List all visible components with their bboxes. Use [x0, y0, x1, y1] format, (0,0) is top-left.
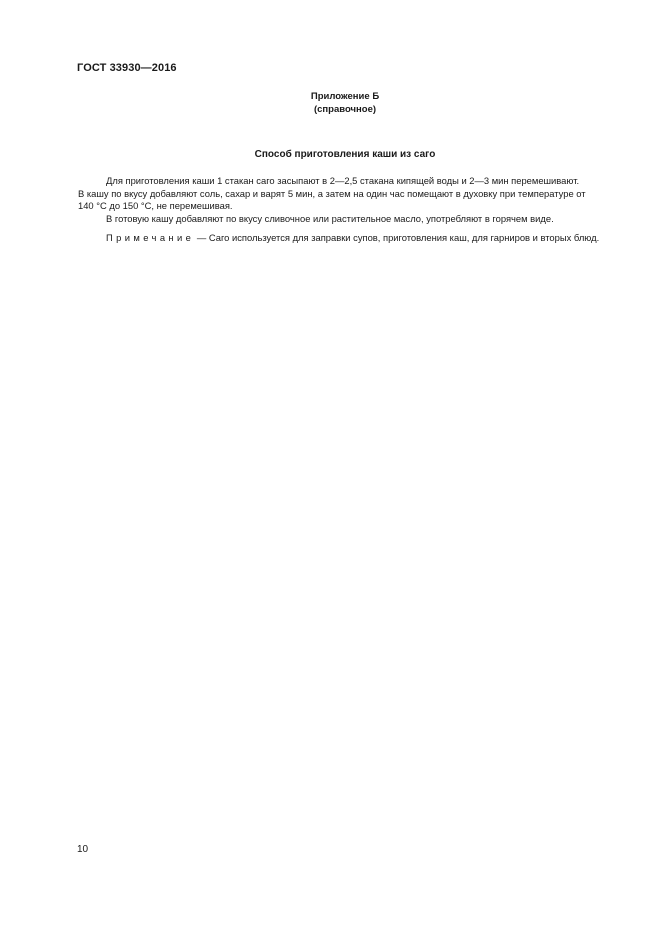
- page-number: 10: [77, 844, 89, 855]
- note-text: — Саго используется для заправки супов, приготовления каш, для гарниров и вторых блюд.: [194, 232, 600, 244]
- note-label: Примечание: [106, 232, 195, 244]
- note: [78, 232, 616, 245]
- paragraph-line: Для приготовления каши 1 стакан саго засыпают в 2—2,5 стакана кипящей воды и 2—3 мин перемешивают.: [106, 175, 580, 186]
- document-body: [78, 175, 616, 245]
- paragraph-line: 140 °С до 150 °С, не перемешивая.: [78, 200, 233, 212]
- paragraph-line: В кашу по вкусу добавляют соль, сахар и варят 5 мин, а затем на один час помещают в духовку при температуре от: [78, 187, 586, 199]
- paragraph-serving: [78, 213, 616, 226]
- appendix-title: Приложение Б: [310, 91, 380, 102]
- appendix-heading: [250, 90, 440, 116]
- document-header: ГОСТ 33930—2016: [77, 62, 177, 74]
- appendix-subtitle: (справочное): [313, 104, 377, 115]
- paragraph-preparation: [78, 175, 616, 213]
- section-title: Способ приготовления каши из саго: [254, 149, 436, 160]
- paragraph-line: В готовую кашу добавляют по вкусу сливочное или растительное масло, употребляют в горячем виде.: [106, 212, 554, 224]
